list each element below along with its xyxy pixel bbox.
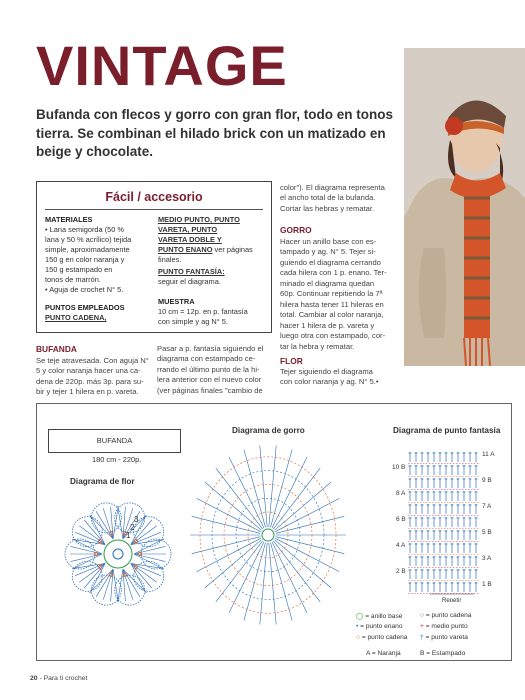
- materiales-item: tonos de marrón.: [45, 274, 101, 284]
- flower-center: [113, 549, 123, 559]
- hat-stitch: [275, 498, 339, 531]
- bufanda-heading: BUFANDA: [36, 344, 77, 354]
- magazine-name: - Para ti crochet: [39, 675, 88, 682]
- legend-text: = medio punto: [425, 623, 468, 630]
- text-line: hacer 1 hilera de p. vareta y: [280, 320, 375, 330]
- ring-icon: ◯: [356, 613, 364, 620]
- legend-text: = punto cadena: [425, 612, 472, 619]
- puntos-item: PUNTO CADENA,: [45, 312, 107, 322]
- model-photo: [404, 48, 525, 366]
- flower-stitch: [113, 569, 118, 602]
- dimension-text: 180 cm - 220p.: [92, 455, 142, 464]
- punto-item: PUNTO ENANO: [158, 244, 213, 254]
- row-label: 2 B: [396, 568, 406, 575]
- row-label: 7 A: [482, 503, 492, 510]
- text-line: guiendo el diagrama cerrando: [280, 257, 381, 267]
- row-label: 6 B: [396, 516, 406, 523]
- text-line: cada hilera con 1 p. enano. Ter-: [280, 268, 387, 278]
- bufanda-continued: [280, 183, 398, 214]
- flor-heading: FLOR: [280, 356, 303, 366]
- text-line: bir y tejer 1 hilera en p. vareta.: [36, 387, 139, 397]
- flower-number: 3: [134, 515, 139, 524]
- hat-rays: [190, 446, 346, 625]
- legend-text: = punto cadena: [361, 634, 408, 641]
- legend-estampado: B = Estampado: [420, 650, 466, 657]
- text-line: el ancho total de la bufanda.: [280, 193, 376, 203]
- model-illustration: [404, 48, 525, 366]
- flower-stitch: [131, 563, 164, 568]
- bufanda-dimension: [92, 455, 141, 464]
- flower-stitch: [131, 539, 164, 544]
- materiales-item: • Lana semigorda (50 %: [45, 224, 125, 234]
- hat-ring: [262, 529, 274, 541]
- materiales-column: [45, 215, 150, 323]
- flor-diagram-title: Diagrama de flor: [70, 477, 135, 486]
- info-box-divider: [45, 209, 263, 210]
- page-subtitle: Bufanda con flecos y gorro con gran flor, todo en tonos tierra. Se combinan el hilado brick con un matizado en beige y chocolate.: [36, 107, 394, 160]
- fantasia-diagram: [378, 442, 502, 602]
- materiales-label: MATERIALES: [45, 215, 93, 224]
- page-title: VINTAGE: [36, 34, 288, 97]
- hat-stitch: [244, 543, 266, 621]
- hat-stitch: [271, 543, 293, 621]
- slip-stitch-icon: •: [356, 623, 359, 630]
- fantasia-text: seguir el diagrama.: [158, 276, 221, 286]
- flower-number: 1: [126, 531, 131, 540]
- legend-text: = anillo base: [365, 613, 403, 620]
- flower-stitch: [113, 506, 118, 539]
- materiales-item: 150 g en color naranja y: [45, 254, 125, 264]
- chain-icon: ○: [356, 634, 360, 641]
- text-line: Pasar a p. fantasía siguiendo el: [157, 344, 264, 353]
- text-line: color"). El diagrama representa: [280, 183, 385, 192]
- hat-stitch: [244, 449, 266, 527]
- materiales-item: • Aguja de crochet N° 5.: [45, 284, 124, 294]
- flower-stitch: [118, 506, 123, 539]
- fantasia-text-col: [157, 344, 275, 396]
- bufanda-text: [36, 356, 154, 398]
- text-line: Cortar las hebras y rematar.: [280, 203, 375, 213]
- punto-item: VARETA DOBLE Y: [158, 234, 222, 244]
- page-number: 20: [30, 675, 38, 682]
- text-line: tampado y ag. N° 5. Tejer si-: [280, 247, 376, 257]
- text-line: total. Cambiar al color naranja,: [280, 310, 384, 320]
- row-label: 5 B: [482, 529, 492, 536]
- legend-medio: [420, 623, 468, 630]
- bufanda-schematic: BUFANDA: [48, 429, 181, 453]
- text-line: minado el diagrama quedan: [280, 278, 375, 288]
- flower-petals: [65, 503, 171, 605]
- gorro-heading: GORRO: [280, 225, 312, 235]
- double-crochet-icon: †: [420, 634, 424, 641]
- text-line: Tejer siguiendo el diagrama: [280, 367, 373, 376]
- legend-naranja: A = Naranja: [366, 650, 401, 657]
- text-line: rrando el último punto de la hi-: [157, 364, 260, 374]
- text-line: diagrama con estampado ce-: [157, 354, 256, 364]
- puntos-label: PUNTOS EMPLEADOS: [45, 302, 125, 312]
- hat-stitch: [276, 537, 345, 554]
- hat-stitch: [260, 543, 267, 625]
- text-line: con color naranja y ag. N° 5.•: [280, 377, 379, 387]
- legend-text: = punto vareta: [425, 634, 468, 641]
- row-label: 4 A: [396, 542, 406, 549]
- materiales-item: lana y 50 % acrílico) tejida: [45, 234, 132, 244]
- punto-item: MEDIO PUNTO, PUNTO: [158, 215, 240, 224]
- hat-stitch: [260, 446, 267, 528]
- flower-stitch: [72, 539, 102, 554]
- legend-vareta: [420, 634, 468, 641]
- flor-text: [280, 367, 400, 388]
- muestra-text: con simple y ag N° 5.: [158, 316, 228, 326]
- row-label: 3 A: [482, 555, 492, 562]
- hat-stitch: [269, 446, 276, 528]
- row-label: 9 B: [482, 477, 492, 484]
- legend-text: = punto enano: [360, 623, 403, 630]
- flower-number: 2: [130, 523, 135, 532]
- text-line: 5 y color naranja hacer una ca-: [36, 366, 141, 376]
- hat-stitch: [197, 538, 261, 571]
- hat-stitch: [269, 543, 276, 625]
- page-footer: [30, 675, 87, 682]
- text-line: hilera hasta tener 11 hileras en: [280, 299, 384, 309]
- text-line: 60p. Continuar repitiendo la 7ª: [280, 289, 383, 299]
- legend-cadena: [420, 612, 471, 619]
- flower-ring: [104, 540, 132, 568]
- text-line: tar la hebra y rematar.: [280, 341, 355, 351]
- hat-stitch: [271, 449, 293, 527]
- text-line: lera anterior con el nuevo color: [157, 375, 262, 385]
- text-line: dena de 220p. más 3p. para su-: [36, 376, 144, 386]
- row-label: 10 B: [392, 464, 406, 471]
- flower-stitch: [118, 569, 123, 602]
- row-label: 11 A: [482, 451, 495, 458]
- flower-stitch: [72, 554, 102, 569]
- info-box-title: Fácil / accesorio: [105, 190, 203, 204]
- info-box: [36, 181, 272, 333]
- ver-paginas: ver páginas finales.: [158, 244, 253, 264]
- legend-anillo: [356, 612, 402, 620]
- text-line: Se teje atravesada. Con aguja N°: [36, 356, 149, 365]
- chain-icon: ○: [420, 612, 424, 619]
- materiales-item: 150 g estampado en: [45, 264, 113, 274]
- legend-cadena-2: [356, 634, 407, 641]
- gorro-diagram-title: Diagrama de gorro: [232, 426, 305, 435]
- text-line: (ver páginas finales "cambio de: [157, 385, 263, 395]
- row-label: 1 B: [482, 581, 492, 588]
- puntos-column: [158, 215, 266, 327]
- gorro-text: [280, 237, 400, 352]
- materiales-item: simple, aproximadamente: [45, 244, 130, 254]
- flower-stitch: [72, 539, 105, 544]
- fantasia-diagram-title: Diagrama de punto fantasía: [393, 426, 501, 435]
- punto-item: VARETA, PUNTO: [158, 224, 218, 234]
- repetir-label: Repetir: [442, 598, 462, 602]
- single-crochet-icon: +: [420, 623, 424, 630]
- flower-diagram: [56, 492, 180, 616]
- row-label: 8 A: [396, 490, 406, 497]
- muestra-text: 10 cm = 12p. en p. fantasía: [158, 306, 248, 316]
- text-line: Hacer un anillo base con es-: [280, 237, 377, 246]
- fantasia-label: PUNTO FANTASÍA:: [158, 266, 225, 276]
- legend-enano: [356, 623, 403, 630]
- fantasia-stitches: [408, 452, 480, 594]
- hat-diagram: [186, 438, 350, 632]
- muestra-label: MUESTRA: [158, 296, 195, 306]
- text-line: luego otra con estampado, cor-: [280, 331, 386, 341]
